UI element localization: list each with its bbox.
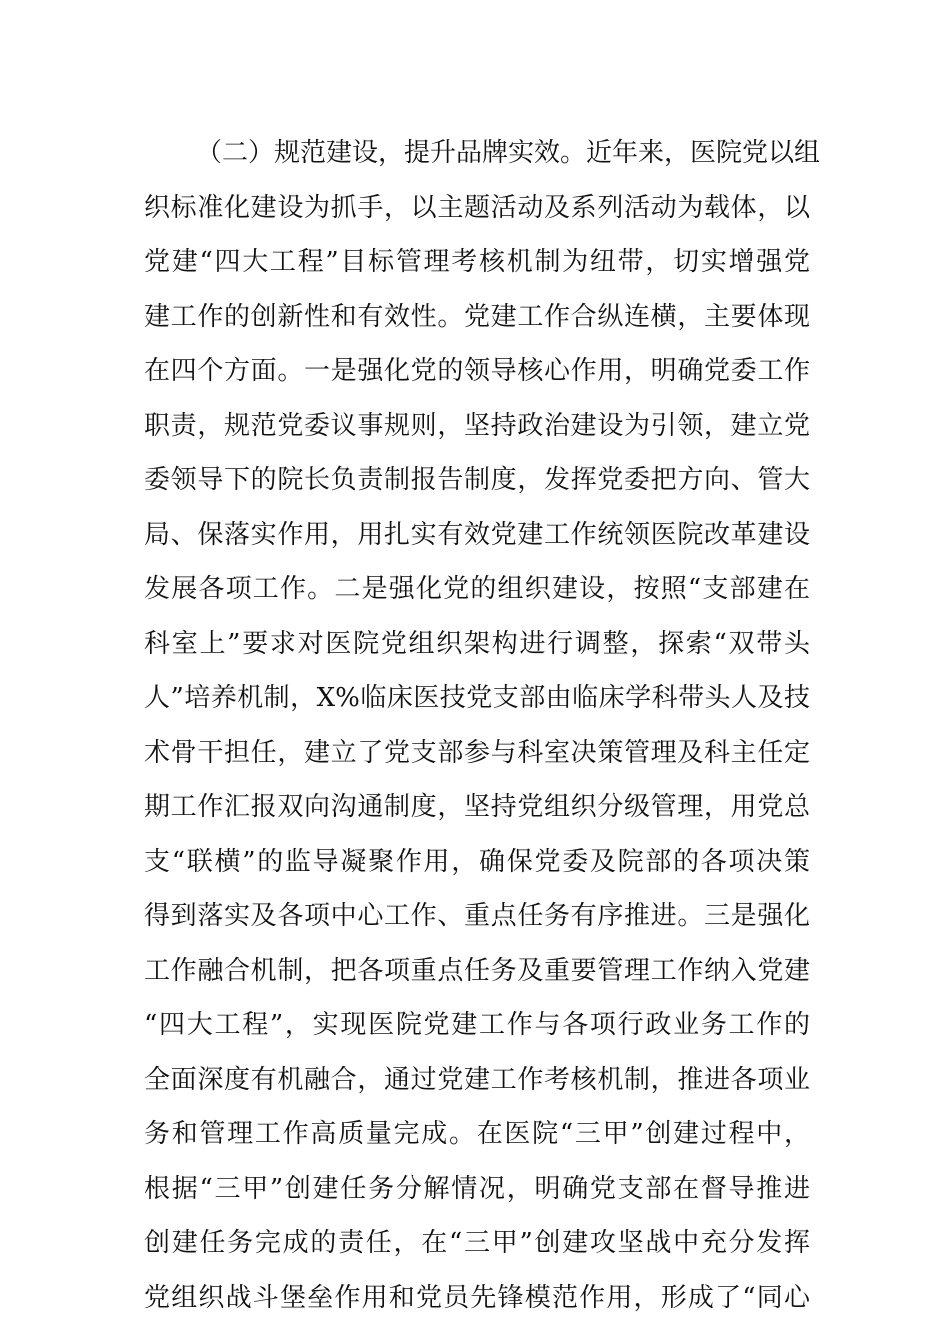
paragraph-line: 得到落实及各项中心工作、重点任务有序推进。三是强化 — [144, 901, 810, 931]
paragraph-line: 人”培养机制，X%临床医技党支部由临床学科带头人及技 — [144, 683, 810, 713]
paragraph-line: 在四个方面。一是强化党的领导核心作用，明确党委工作 — [144, 356, 810, 386]
paragraph-line: 支“联横”的监导凝聚作用，确保党委及院部的各项决策 — [144, 846, 810, 877]
paragraph-line: 党建“四大工程”目标管理考核机制为纽带，切实增强党 — [144, 247, 810, 277]
paragraph-line: 术骨干担任，建立了党支部参与科室决策管理及科主任定 — [144, 737, 810, 768]
paragraph-line: 工作融合机制，把各项重点任务及重要管理工作纳入党建 — [144, 955, 810, 986]
paragraph-line: 发展各项工作。二是强化党的组织建设，按照“支部建在 — [144, 574, 810, 604]
paragraph-line: 织标准化建设为抓手，以主题活动及系列活动为载体，以 — [144, 192, 810, 223]
paragraph-line: 局、保落实作用，用扎实有效党建工作统领医院改革建设 — [144, 519, 810, 550]
paragraph-line: 建工作的创新性和有效性。党建工作合纵连横，主要体现 — [144, 301, 810, 332]
paragraph-line: 根据“三甲”创建任务分解情况，明确党支部在督导推进 — [144, 1173, 810, 1204]
paragraph-line: 务和管理工作高质量完成。在医院“三甲”创建过程中， — [144, 1119, 810, 1149]
paragraph-line: （二）规范建设，提升品牌实效。近年来，医院党以组 — [196, 138, 821, 168]
paragraph-line: 委领导下的院长负责制报告制度，发挥党委把方向、管大 — [144, 465, 810, 495]
paragraph-line: 全面深度有机融合，通过党建工作考核机制，推进各项业 — [144, 1064, 810, 1095]
paragraph-line: 科室上”要求对医院党组织架构进行调整，探索“双带头 — [144, 628, 810, 659]
paragraph-body — [144, 126, 821, 1325]
paragraph-line: 党组织战斗堡垒作用和党员先锋模范作用，形成了“同心 — [144, 1282, 810, 1313]
paragraph-line: 职责，规范党委议事规则，坚持政治建设为引领，建立党 — [144, 410, 810, 441]
paragraph-line: “四大工程”，实现医院党建工作与各项行政业务工作的 — [144, 1010, 810, 1040]
paragraph-line: 创建任务完成的责任，在“三甲”创建攻坚战中充分发挥 — [144, 1228, 810, 1258]
paragraph-line: 期工作汇报双向沟通制度，坚持党组织分级管理，用党总 — [144, 792, 810, 822]
